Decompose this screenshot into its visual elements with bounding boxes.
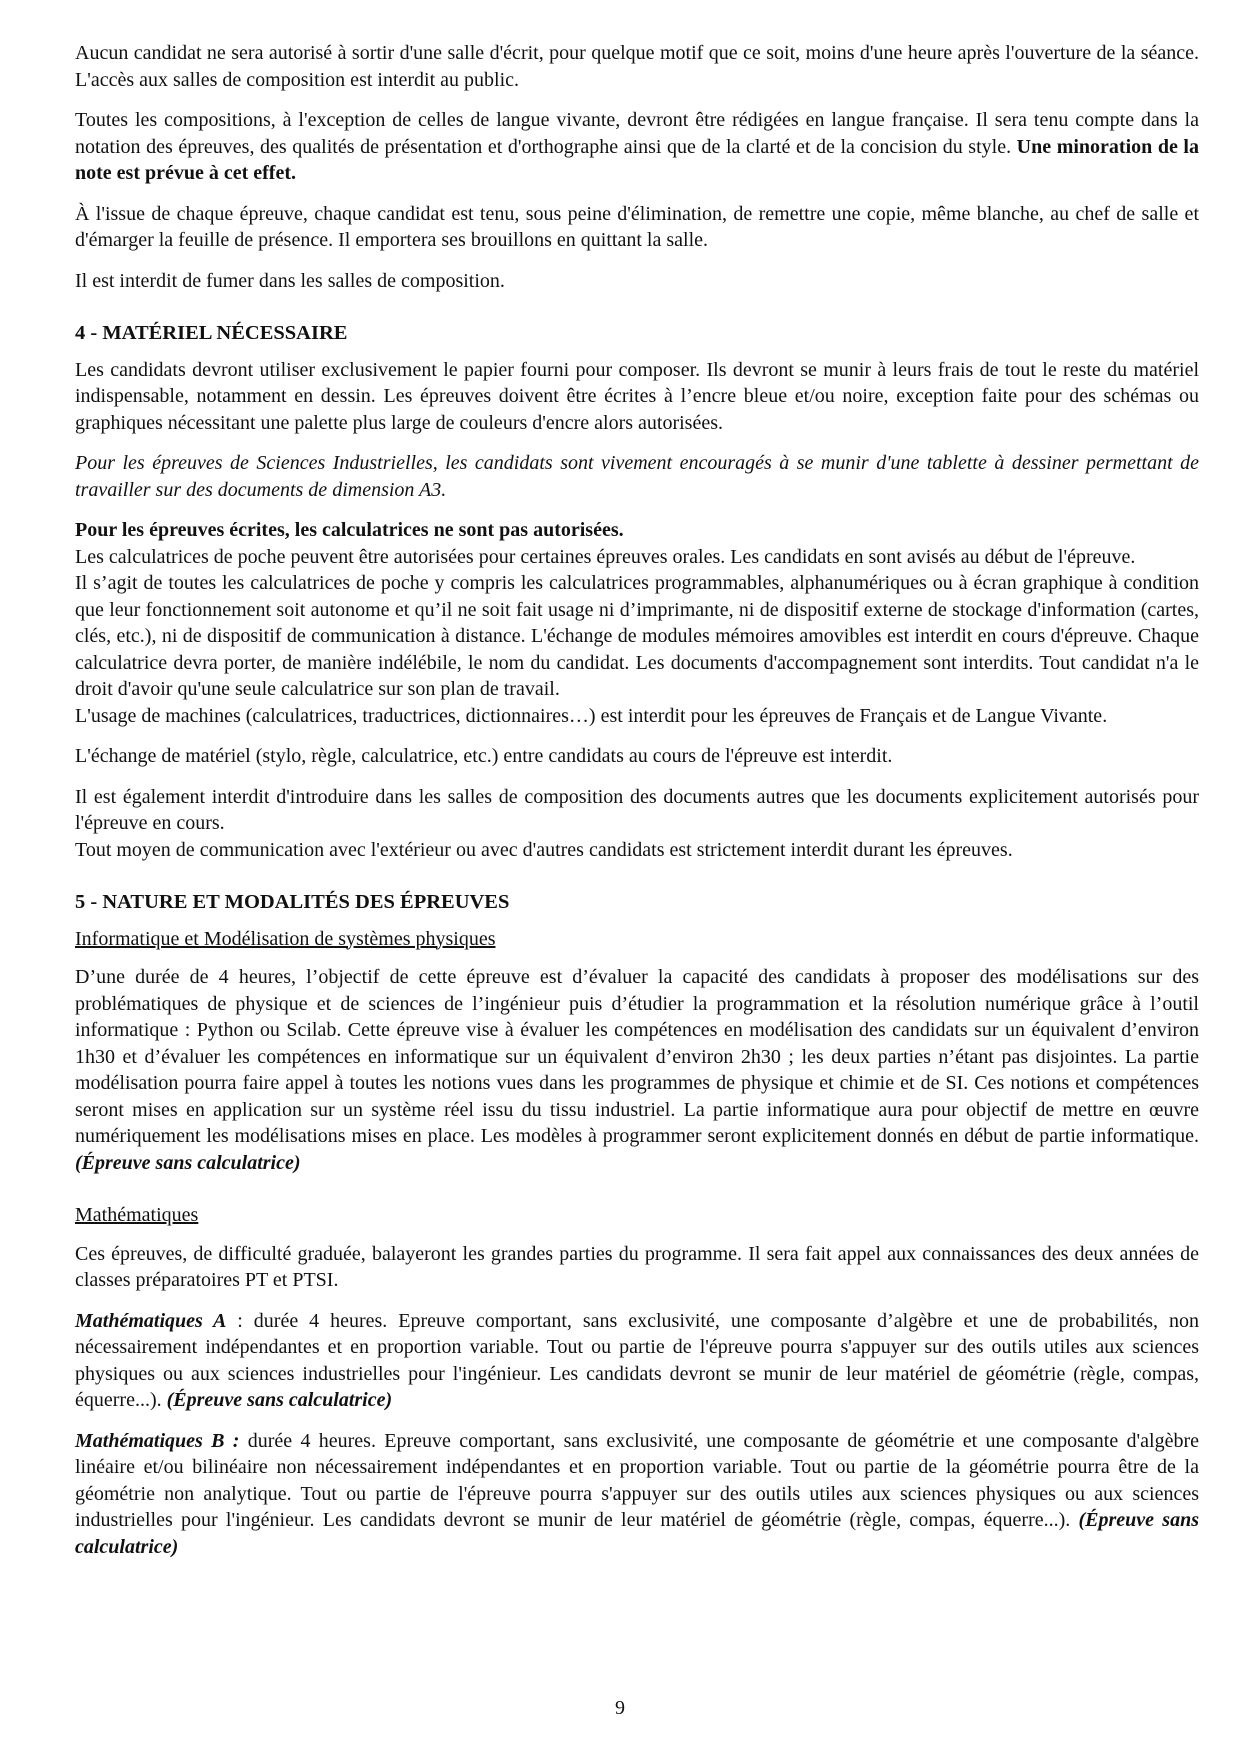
page-number: 9 — [615, 1697, 625, 1719]
paragraph-paper-rule: Les candidats devront utiliser exclusivement le papier fourni pour composer. Ils devront se munir à leurs frais de tout le reste du matériel indispensable, notamment en dessin. Les épreuves doivent être écrites à l’encre bleue et/ou noire, exception faite pour des schémas ou graphiques nécessitant une palette plus large de couleurs d'encre alors autorisées. — [75, 358, 1199, 434]
section-4-title: 4 - MATÉRIEL NÉCESSAIRE — [75, 322, 348, 344]
subtitle-mathematiques: Mathématiques — [75, 1204, 199, 1226]
paragraph-text: D’une durée de 4 heures, l’objectif de cette épreuve est d’évaluer la capacité des candidats à proposer des modélisations sur des problématiques de physique et de sciences de l’ingénieur puis d’étudier la programmation et la résolution numérique grâce à l’outil informatique : Python ou Scilab. Cette épreuve vise à évaluer les compétences en modélisation des candidats sur un équivalent d’environ 1h30 et d’évaluer les compétences en informatique sur un équivalent d’environ 2h30 ; les deux parties n’étant pas disjointes. La partie modélisation pourra faire appel à toutes les notions vues dans les programmes de physique et chimie et de SI. Ces notions et compétences seront mises en application sur un système réel issu du tissu industriel. La partie informatique aura pour objectif de mettre en œuvre numériquement les modélisations mises en place. Les modèles à programmer seront explicitement donnés en début de partie informatique. — [75, 966, 1199, 1147]
paragraph-text: durée 4 heures. Epreuve comportant, sans exclusivité, une composante de géométrie et une composante d'algèbre linéaire et/ou bilinéaire non nécessairement indépendantes et en proportion variable. Tout ou partie de la géométrie pourra être de la géométrie non analytique. Tout ou partie de l'épreuve pourra s'appuyer sur des outils utiles aux sciences physiques ou aux sciences industrielles pour l'ingénieur. Les candidats devront se munir de leur matériel de géométrie (règle, compas, équerre...). — [75, 1429, 1199, 1531]
calculator-note: (Épreuve sans calculatrice) — [75, 1509, 1199, 1558]
paragraph-exit-rule: Aucun candidat ne sera autorisé à sortir d'une salle d'écrit, pour quelque motif que ce soit, moins d'une heure après l'ouverture de la séance. L'accès aux salles de composition est interdit au public. — [75, 42, 1199, 91]
paragraph-smoking-rule: Il est interdit de fumer dans les salles de composition. — [75, 269, 505, 292]
paragraph-text: : durée 4 heures. Epreuve comportant, sans exclusivité, une composante d’algèbre et une de probabilités, non nécessairement indépendantes et en proportion variable. Tout ou partie de l'épreuve pourra s'appuyer sur des outils utiles aux sciences physiques ou aux sciences industrielles pour l'ingénieur. Les candidats devront se munir de leur matériel de géométrie (règle, compas, équerre...). — [75, 1309, 1199, 1411]
paragraph-math-b — [75, 1428, 1199, 1561]
section-5-title: 5 - NATURE ET MODALITÉS DES ÉPREUVES — [75, 891, 510, 913]
paragraph-tablet-advice: Pour les épreuves de Sciences Industrielles, les candidats sont vivement encouragés à se munir d'une tablette à dessiner permettant de travailler sur des documents de dimension A3. — [75, 452, 1199, 501]
paragraph-material-exchange: L'échange de matériel (stylo, règle, calculatrice, etc.) entre candidats au cours de l'épreuve est interdit. — [75, 745, 893, 767]
penalty-note: Une minoration de la note est prévue à cet effet. — [75, 135, 1199, 184]
paragraph-math-intro: Ces épreuves, de difficulté graduée, balayeront les grandes parties du programme. Il sera fait appel aux connaissances des deux années de classes préparatoires PT et PTSI. — [75, 1242, 1199, 1291]
subtitle-informatique: Informatique et Modélisation de systèmes physiques — [75, 927, 496, 950]
math-a-label: Mathématiques A — [75, 1309, 227, 1332]
paragraph-calculator-definition: Il s’agit de toutes les calculatrices de poche y compris les calculatrices programmables, alphanumériques ou à écran graphique à condition que leur fonctionnement soit autonome et qu’il ne soit fait usage ni d’imprimante, ni de dispositif externe de stockage d'information (cartes, clés, etc.), ni de dispositif de communication à distance. L'échange de modules mémoires amovibles est interdit en cours d'épreuve. Chaque calculatrice devra porter, de manière indélébile, le nom du candidat. Les documents d'accompagnement sont interdits. Tout candidat n'a le droit d'avoir qu'une seule calculatrice sur son plan de travail. — [75, 572, 1199, 700]
paragraph-calculator-ban: Pour les épreuves écrites, les calculatrices ne sont pas autorisées. — [75, 519, 624, 541]
paragraph-oral-calculators: Les calculatrices de poche peuvent être autorisées pour certaines épreuves orales. Les candidats en sont avisés au début de l'épreuve. — [75, 545, 1136, 568]
math-b-label: Mathématiques B : — [75, 1429, 240, 1452]
paragraph-machines-rule: L'usage de machines (calculatrices, traductrices, dictionnaires…) est interdit pour les épreuves de Français et de Langue Vivante. — [75, 704, 1108, 727]
calculator-note: (Épreuve sans calculatrice) — [75, 1151, 301, 1174]
calculator-note: (Épreuve sans calculatrice) — [166, 1389, 393, 1411]
paragraph-copy-rule: À l'issue de chaque épreuve, chaque candidat est tenu, sous peine d'élimination, de remettre une copie, même blanche, au chef de salle et d'émarger la feuille de présence. Il emportera ses brouillons en quittant la salle. — [75, 202, 1199, 251]
paragraph-language-rule — [75, 107, 1199, 187]
document-page — [75, 40, 1199, 1574]
paragraph-documents-rule: Il est également interdit d'introduire dans les salles de composition des documents autres que les documents explicitement autorisés pour l'épreuve en cours. — [75, 785, 1199, 834]
paragraph-informatique — [75, 964, 1199, 1176]
paragraph-communication-rule: Tout moyen de communication avec l'extérieur ou avec d'autres candidats est strictement interdit durant les épreuves. — [75, 838, 1013, 861]
paragraph-text: Toutes les compositions, à l'exception de celles de langue vivante, devront être rédigées en langue française. Il sera tenu compte dans la notation des épreuves, des qualités de présentation et d'orthographe ainsi que de la clarté et de la concision du style. — [75, 109, 1199, 158]
paragraph-math-a — [75, 1308, 1199, 1414]
